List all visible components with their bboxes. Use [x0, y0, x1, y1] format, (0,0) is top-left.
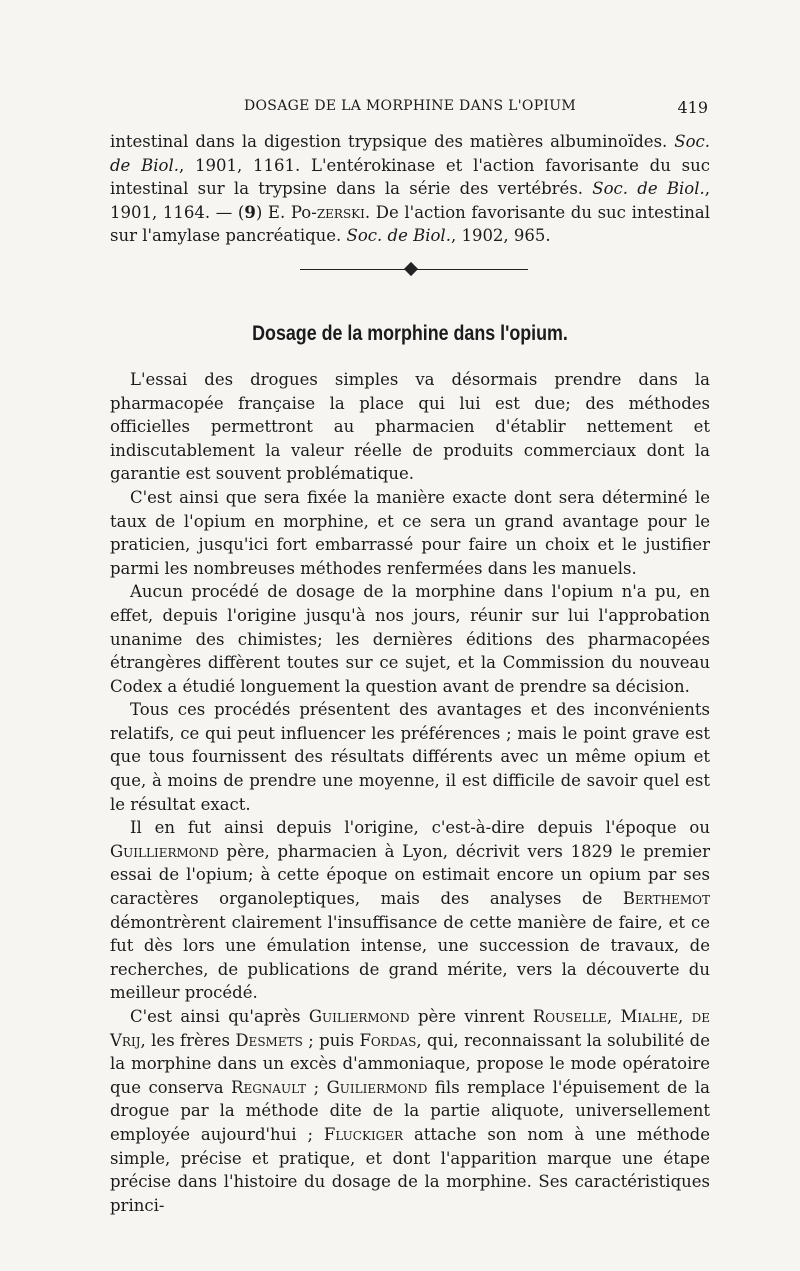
text-run: , — [606, 1007, 621, 1026]
paragraph: Aucun procédé de dosage de la morphine dans l'opium n'a pu, en effet, depuis l'origine jusqu'à nos jours, réunir sur lui l'approbation unanime des chimistes; les dernières éditions des pharmacopées étrangères diffèrent toutes sur ce sujet, et la Commission du nouveau Codex a étudié longuement la question avant de prendre sa décision. — [110, 582, 710, 696]
author-name: Mialhe — [620, 1007, 678, 1026]
text-run: , — [677, 1007, 692, 1026]
ref-text: ) E. Po- — [255, 202, 317, 222]
page-header — [110, 98, 710, 124]
text-run: démontrèrent clairement l'insuffisance de cette manière de faire, et ce fut dès lors une émulation intense, une succession de travaux, de recherches, de publications de grand mérite, vers la découverte du meilleur procédé. — [110, 912, 710, 1003]
author-name: zerski — [316, 202, 365, 222]
text-run: attache son nom à une méthode simple, précise et pratique, et dont l'apparition marque une étape précise dans l'histoire du dosage de la morphine. Ses caractéristiques princi- — [110, 1124, 710, 1215]
section-separator — [110, 264, 710, 276]
paragraph: L'essai des drogues simples va désormais prendre dans la pharmacopée française la place qui lui est due; des méthodes officielles permettront au pharmacien d'établir nettement et indiscutablement la valeur réelle de produits commerciaux dont la garantie est souvent problématique. — [110, 369, 710, 484]
journal-name: Soc. de Biol. — [346, 226, 451, 246]
text-run: père vinrent — [409, 1007, 533, 1026]
text-run: père, pharmacien à Lyon, décrivit vers 1829 le premier essai de l'opium; à cette époque on estimait encore un opium par ses caractères organoleptiques, mais des analyses de — [110, 841, 710, 909]
section-title: Dosage de la morphine dans l'opium. — [252, 321, 568, 345]
ref-text: intestinal dans la digestion trypsique des matières albuminoïdes. — [110, 132, 675, 151]
author-name: Berthemot — [622, 889, 710, 909]
journal-name: Soc. de Biol. — [592, 179, 705, 199]
running-title: DOSAGE DE LA MORPHINE DANS L'OPIUM — [244, 98, 576, 114]
author-name: Guilliermond — [110, 841, 219, 861]
ref-number: 9 — [244, 202, 256, 222]
page-number: 419 — [677, 98, 708, 117]
author-name: Fluckiger — [323, 1124, 404, 1144]
text-run: , les frères — [140, 1030, 236, 1050]
author-name: Fordas — [359, 1030, 417, 1050]
reference-paragraph — [110, 130, 710, 248]
ref-text: . De l'action favorisante du suc intestinal sur l'amylase pancréatique. — [110, 202, 710, 246]
ref-text: , 1901, 1161. L'entérokinase et l'action favorisante du suc intestinal sur la trypsine dans la série des vertébrés. — [110, 155, 710, 199]
text-run: ; — [306, 1077, 327, 1097]
paragraph — [110, 816, 710, 1005]
author-name: Guiliermond — [326, 1077, 428, 1097]
text-run: ; puis — [302, 1030, 360, 1050]
text-run: , qui, reconnaissant la solubilité de la morphine dans un excès d'ammoniaque, propose le mode opératoire que conserva — [110, 1030, 710, 1097]
diamond-ornament-icon — [404, 262, 418, 276]
author-name: de Vrij — [110, 1007, 710, 1050]
text-run: Il en fut ainsi depuis l'origine, c'est-à-dire depuis l'époque ou — [130, 818, 710, 838]
reference-block — [110, 130, 710, 248]
author-name: Desmets — [235, 1030, 303, 1050]
ref-text: , 1902, 965. — [450, 226, 551, 246]
journal-name: Soc. de Biol. — [110, 132, 710, 175]
text-run: C'est ainsi qu'après — [130, 1007, 309, 1026]
author-name: Regnault — [231, 1077, 307, 1097]
article-body — [110, 368, 710, 1217]
author-name: Rouselle — [532, 1007, 607, 1026]
text-run: fils remplace l'épuisement de la drogue par la méthode dite de la partie aliquote, universellement employée aujourd'hui ; — [110, 1077, 710, 1144]
paragraph: Tous ces procédés présentent des avantages et des inconvénients relatifs, ce qui peut influencer les préférences ; mais le point grave est que tous fournissent des résultats différents avec un même opium et que, à moins de prendre une moyenne, il est difficile de savoir quel est le résultat exact. — [110, 700, 710, 814]
ref-text: , 1901, 1164. — ( — [110, 179, 710, 222]
paragraph: C'est ainsi que sera fixée la manière exacte dont sera déterminé le taux de l'opium en morphine, et ce sera un grand avantage pour le praticien, jusqu'ici fort embarrassé pour faire un choix et le justifier parmi les nombreuses méthodes renfermées dans les manuels. — [110, 487, 710, 578]
page-content — [110, 130, 710, 1217]
author-name: Guiliermond — [308, 1007, 410, 1026]
paragraph — [110, 1005, 710, 1217]
